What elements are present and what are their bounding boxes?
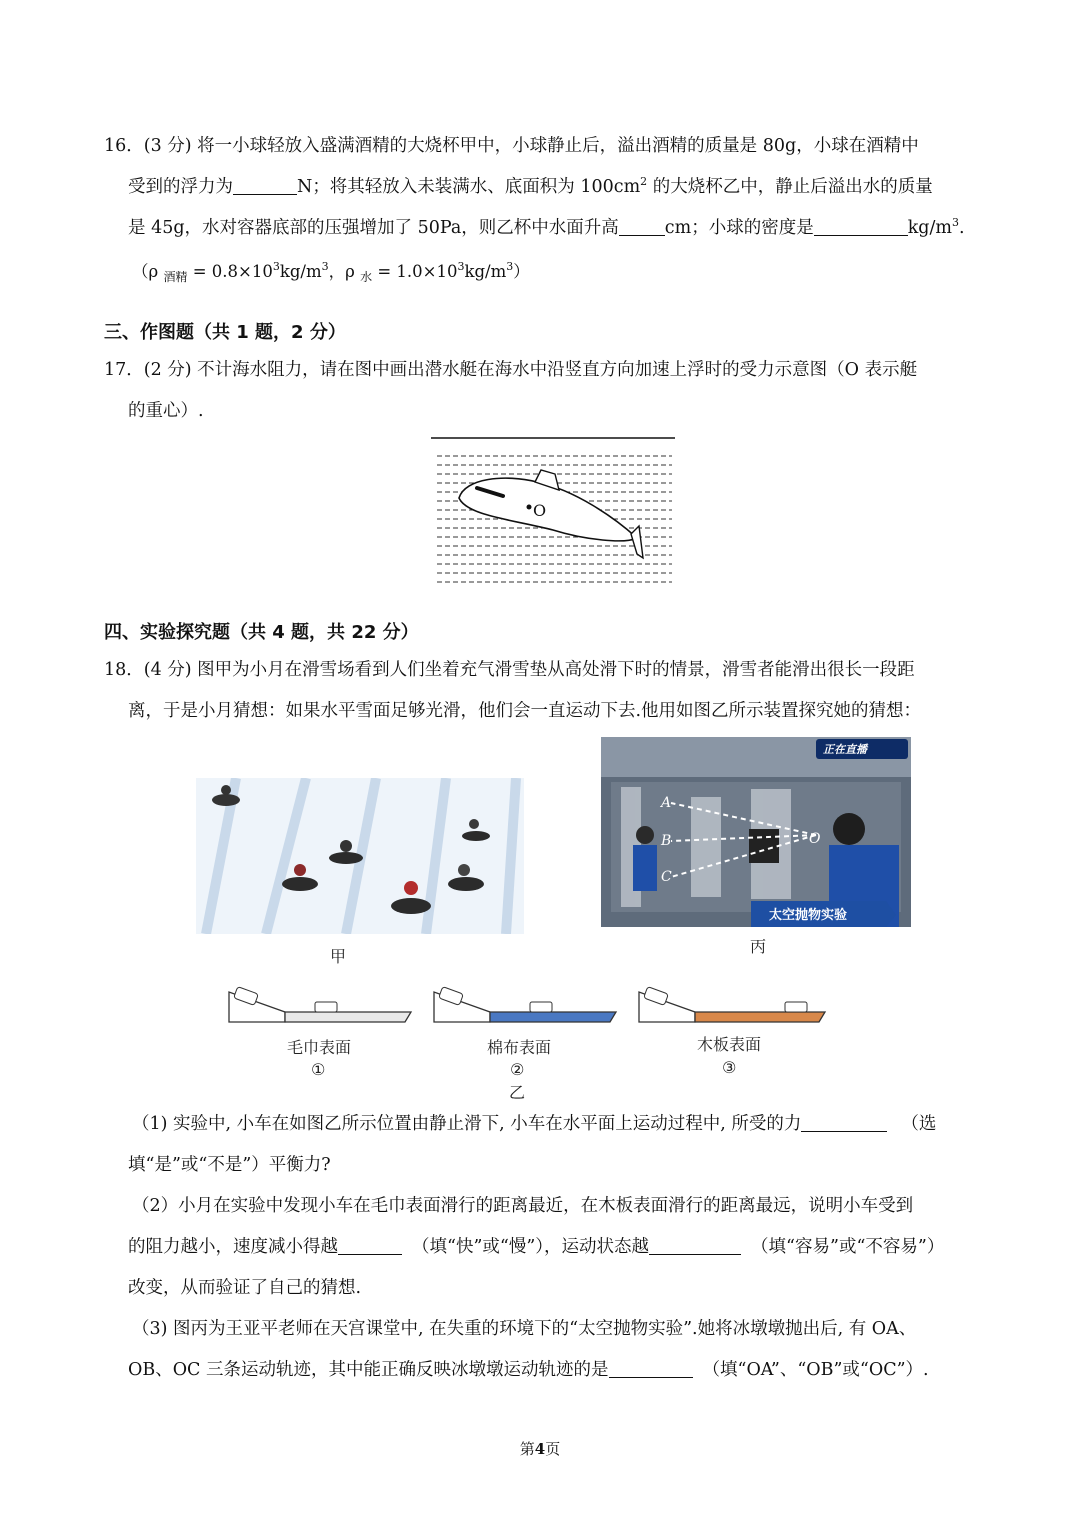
point-o-label: O: [809, 831, 821, 847]
page-number: 第4页: [519, 1440, 561, 1458]
caption-yi: 乙: [509, 1083, 526, 1102]
surface-cotton-label: 棉布表面: [487, 1038, 552, 1057]
surface-towel-number: ①: [311, 1060, 326, 1079]
answer-blank[interactable]: [609, 1359, 693, 1378]
point-c-label: C: [661, 869, 672, 885]
astronaut-left: [633, 826, 657, 891]
banner-text: 太空抛物实验: [769, 908, 848, 923]
q18-part2-line1: （2）小月在实验中发现小车在毛巾表面滑行的距离最近，在木板表面滑行的距离最远，说明小车受到: [132, 1196, 914, 1216]
surface-towel-label: 毛巾表面: [287, 1038, 352, 1057]
answer-blank[interactable]: [801, 1113, 887, 1132]
q17-line2: 的重心）.: [128, 401, 204, 421]
incline-setups: [225, 982, 830, 1030]
q18-part2-line2: 的阻力越小，速度减小得越 （填“快”或“慢”），运动状态越 （填“容易”或“不容易”）: [128, 1237, 945, 1257]
center-label-o: O: [533, 501, 547, 520]
point-b-label: B: [661, 833, 672, 849]
point-a-label: A: [661, 795, 672, 811]
q16-line1: 16．(3 分) 将一小球轻放入盛满酒精的大烧杯甲中，小球静止后，溢出酒精的质量是 80g，小球在酒精中: [104, 136, 919, 156]
q16-line3: 是 45g，水对容器底部的压强增加了 50Pa，则乙杯中水面升高 cm；小球的密度是 $kg/m^3$.: [128, 216, 965, 238]
q18-part3-line1: （3) 图丙为王亚平老师在天宫课堂中, 在失重的环境下的“太空抛物实验”.她将冰墩墩抛出后, 有 OA、: [132, 1319, 917, 1339]
q18-part1-line1: （1) 实验中, 小车在如图乙所示位置由静止滑下, 小车在水平面上运动过程中, 所受的力 （选: [132, 1114, 937, 1134]
submarine-figure: [425, 430, 680, 595]
section-heading-4: 四、实验探究题（共 4 题，共 22 分）: [104, 622, 419, 643]
answer-blank[interactable]: [338, 1236, 402, 1255]
live-badge-text: 正在直播: [823, 743, 867, 756]
setup-cotton: [434, 987, 616, 1022]
surface-cotton-number: ②: [510, 1060, 525, 1079]
q16-density-note: （ρ $_{酒精} = 0.8\times 10^3kg/m^3$，ρ $_水 = 1.0\times 10^3kg/m^3$）: [132, 260, 530, 284]
q18-part2-line3: 改变，从而验证了自己的猜想.: [128, 1278, 362, 1298]
q18-part1-line2: 填“是”或“不是”）平衡力?: [128, 1155, 331, 1175]
setup-wood: [639, 987, 825, 1022]
caption-bing: 丙: [750, 937, 767, 956]
surface-wood-label: 木板表面: [697, 1035, 762, 1054]
answer-blank[interactable]: [649, 1236, 741, 1255]
surface-wood-number: ③: [722, 1058, 737, 1077]
q18-part3-line2: OB、OC 三条运动轨迹，其中能正确反映冰墩墩运动轨迹的是 （填“OA”、“OB”或“OC”）.: [128, 1360, 929, 1380]
caption-jia: 甲: [330, 947, 347, 966]
setup-towel: [229, 987, 411, 1022]
answer-blank[interactable]: [619, 217, 665, 236]
q18-line2: 离，于是小月猜想：如果水平雪面足够光滑，他们会一直运动下去.他用如图乙所示装置探究她的猜想：: [128, 701, 922, 721]
q16-line2: 受到的浮力为 N；将其轻放入未装满水、底面积为 $100cm^2$ 的大烧杯乙中，静止后溢出水的质量: [128, 175, 933, 197]
center-of-gravity-point: [527, 505, 532, 510]
q17-line1: 17．(2 分) 不计海水阻力，请在图中画出潜水艇在海水中沿竖直方向加速上浮时的受力示意图（O 表示艇: [104, 360, 918, 380]
answer-blank[interactable]: [233, 176, 297, 195]
snow-tubing-photo: [196, 778, 524, 934]
space-class-photo: [601, 737, 911, 927]
answer-blank[interactable]: [814, 217, 908, 236]
q18-line1: 18．(4 分) 图甲为小月在滑雪场看到人们坐着充气滑雪垫从高处滑下时的情景，滑雪者能滑出很长一段距: [104, 660, 915, 680]
section-heading-3: 三、作图题（共 1 题，2 分）: [104, 322, 346, 343]
